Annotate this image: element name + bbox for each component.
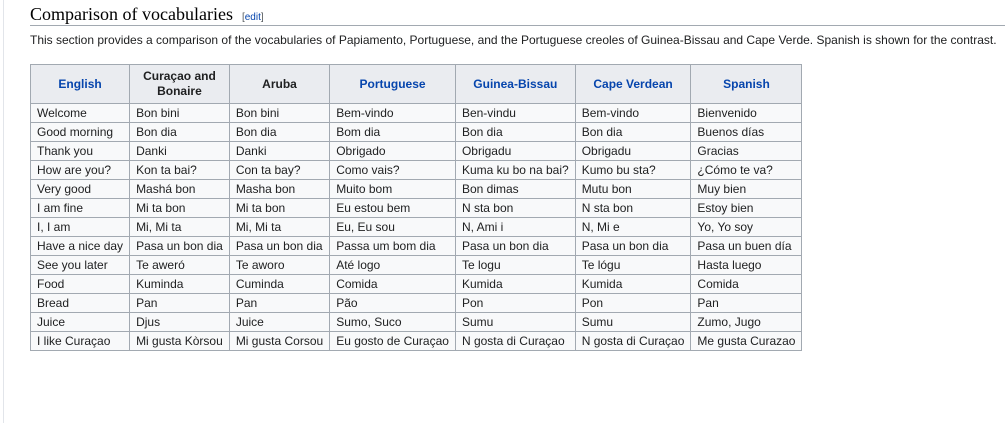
vocabulary-section [30,0,1005,47]
table-cell: Te aweró [130,256,230,275]
table-cell: N gosta di Curaçao [455,332,575,351]
table-cell: Comida [691,275,802,294]
table-cell: Passa um bom dia [330,237,456,256]
table-cell: Kuma ku bo na bai? [455,161,575,180]
table-cell: Pan [691,294,802,313]
table-cell: Como vais? [330,161,456,180]
table-cell: Sumu [455,313,575,332]
section-intro: This section provides a comparison of the vocabularies of Papiamento, Portuguese, and the Portuguese creoles of Guinea-Bissau and Cape Verde. Spanish is shown for the contrast. [30,33,997,47]
table-cell: Bienvenido [691,104,802,123]
section-heading [30,0,1005,26]
table-cell: Eu estou bem [330,199,456,218]
table-row [31,237,802,256]
column-header: Aruba [229,65,329,104]
table-cell: N sta bon [575,199,691,218]
table-cell: Pasa un bon dia [130,237,230,256]
table-row [31,104,802,123]
table-row [31,142,802,161]
table-cell: Djus [130,313,230,332]
table-cell: I am fine [31,199,130,218]
table-cell: Pon [455,294,575,313]
table-cell: Welcome [31,104,130,123]
table-cell: Buenos días [691,123,802,142]
table-cell: Pan [229,294,329,313]
table-cell: Estoy bien [691,199,802,218]
table-cell: Cuminda [229,275,329,294]
table-cell: Mashá bon [130,180,230,199]
table-row [31,199,802,218]
table-cell: Muy bien [691,180,802,199]
table-cell: Bem-vindo [575,104,691,123]
table-cell: Mi gusta Corsou [229,332,329,351]
table-cell: Pasa un buen día [691,237,802,256]
table-cell: ¿Cómo te va? [691,161,802,180]
table-cell: Mi, Mi ta [229,218,329,237]
table-cell: Sumo, Suco [330,313,456,332]
table-cell: Mi, Mi ta [130,218,230,237]
table-cell: Kumida [575,275,691,294]
table-cell: I, I am [31,218,130,237]
table-cell: Pasa un bon dia [229,237,329,256]
table-cell: Con ta bay? [229,161,329,180]
table-cell: Obrigadu [455,142,575,161]
table-cell: Obrigadu [575,142,691,161]
table-cell: Te aworo [229,256,329,275]
table-cell: N gosta di Curaçao [575,332,691,351]
table-cell: Até logo [330,256,456,275]
table-cell: See you later [31,256,130,275]
edit-bracket-open: [ [241,12,245,23]
table-cell: Food [31,275,130,294]
table-cell: Hasta luego [691,256,802,275]
table-cell: Pon [575,294,691,313]
content-left-border [3,0,4,423]
table-cell: Sumu [575,313,691,332]
column-header: Curaçao and Bonaire [130,65,230,104]
table-cell: Danki [130,142,230,161]
table-body [31,104,802,351]
table-cell: Kon ta bai? [130,161,230,180]
table-cell: Kumida [455,275,575,294]
vocabulary-table [30,64,802,351]
table-cell: Pasa un bon dia [455,237,575,256]
table-cell: Eu gosto de Curaçao [330,332,456,351]
table-cell: Me gusta Curazao [691,332,802,351]
section-title: Comparison of vocabularies [30,4,233,24]
table-cell: Very good [31,180,130,199]
table-cell: Zumo, Jugo [691,313,802,332]
table-cell: Bon dia [130,123,230,142]
table-cell: Bread [31,294,130,313]
table-cell: Mi gusta Kòrsou [130,332,230,351]
column-header[interactable]: Portuguese [330,65,456,104]
table-cell: Pão [330,294,456,313]
column-header[interactable]: English [31,65,130,104]
table-cell: Pan [130,294,230,313]
table-cell: Juice [31,313,130,332]
edit-bracket-close: ] [260,12,264,23]
table-cell: Bon dia [575,123,691,142]
table-row [31,332,802,351]
table-cell: Good morning [31,123,130,142]
table-cell: Bon bini [229,104,329,123]
table-row [31,275,802,294]
column-header[interactable]: Spanish [691,65,802,104]
table-row [31,313,802,332]
table-cell: Mi ta bon [229,199,329,218]
table-row [31,218,802,237]
table-cell: Bem-vindo [330,104,456,123]
table-cell: How are you? [31,161,130,180]
table-cell: Bon dia [229,123,329,142]
table-cell: N sta bon [455,199,575,218]
table-row [31,180,802,199]
table-cell: Masha bon [229,180,329,199]
table-row [31,123,802,142]
column-header[interactable]: Guinea-Bissau [455,65,575,104]
table-cell: Te lógu [575,256,691,275]
table-cell: Eu, Eu sou [330,218,456,237]
table-cell: Thank you [31,142,130,161]
table-cell: N, Mi e [575,218,691,237]
table-cell: Yo, Yo soy [691,218,802,237]
table-cell: Have a nice day [31,237,130,256]
table-cell: Juice [229,313,329,332]
table-cell: Bon dimas [455,180,575,199]
table-cell: Bon bini [130,104,230,123]
table-row [31,256,802,275]
edit-section [242,8,264,28]
column-header[interactable]: Cape Verdean [575,65,691,104]
table-row [31,294,802,313]
table-cell: Kuminda [130,275,230,294]
table-cell: Kumo bu sta? [575,161,691,180]
edit-link[interactable]: edit [244,12,261,23]
table-cell: Te logu [455,256,575,275]
table-header-row [31,65,802,104]
table-cell: Muito bom [330,180,456,199]
table-cell: Bon dia [455,123,575,142]
table-cell: Danki [229,142,329,161]
table-cell: Gracias [691,142,802,161]
table-cell: Mi ta bon [130,199,230,218]
table-cell: Bom dia [330,123,456,142]
table-cell: Pasa un bon dia [575,237,691,256]
table-cell: Obrigado [330,142,456,161]
table-cell: Mutu bon [575,180,691,199]
table-row [31,161,802,180]
table-cell: N, Ami i [455,218,575,237]
table-cell: Ben-vindu [455,104,575,123]
table-cell: I like Curaçao [31,332,130,351]
table-cell: Comida [330,275,456,294]
